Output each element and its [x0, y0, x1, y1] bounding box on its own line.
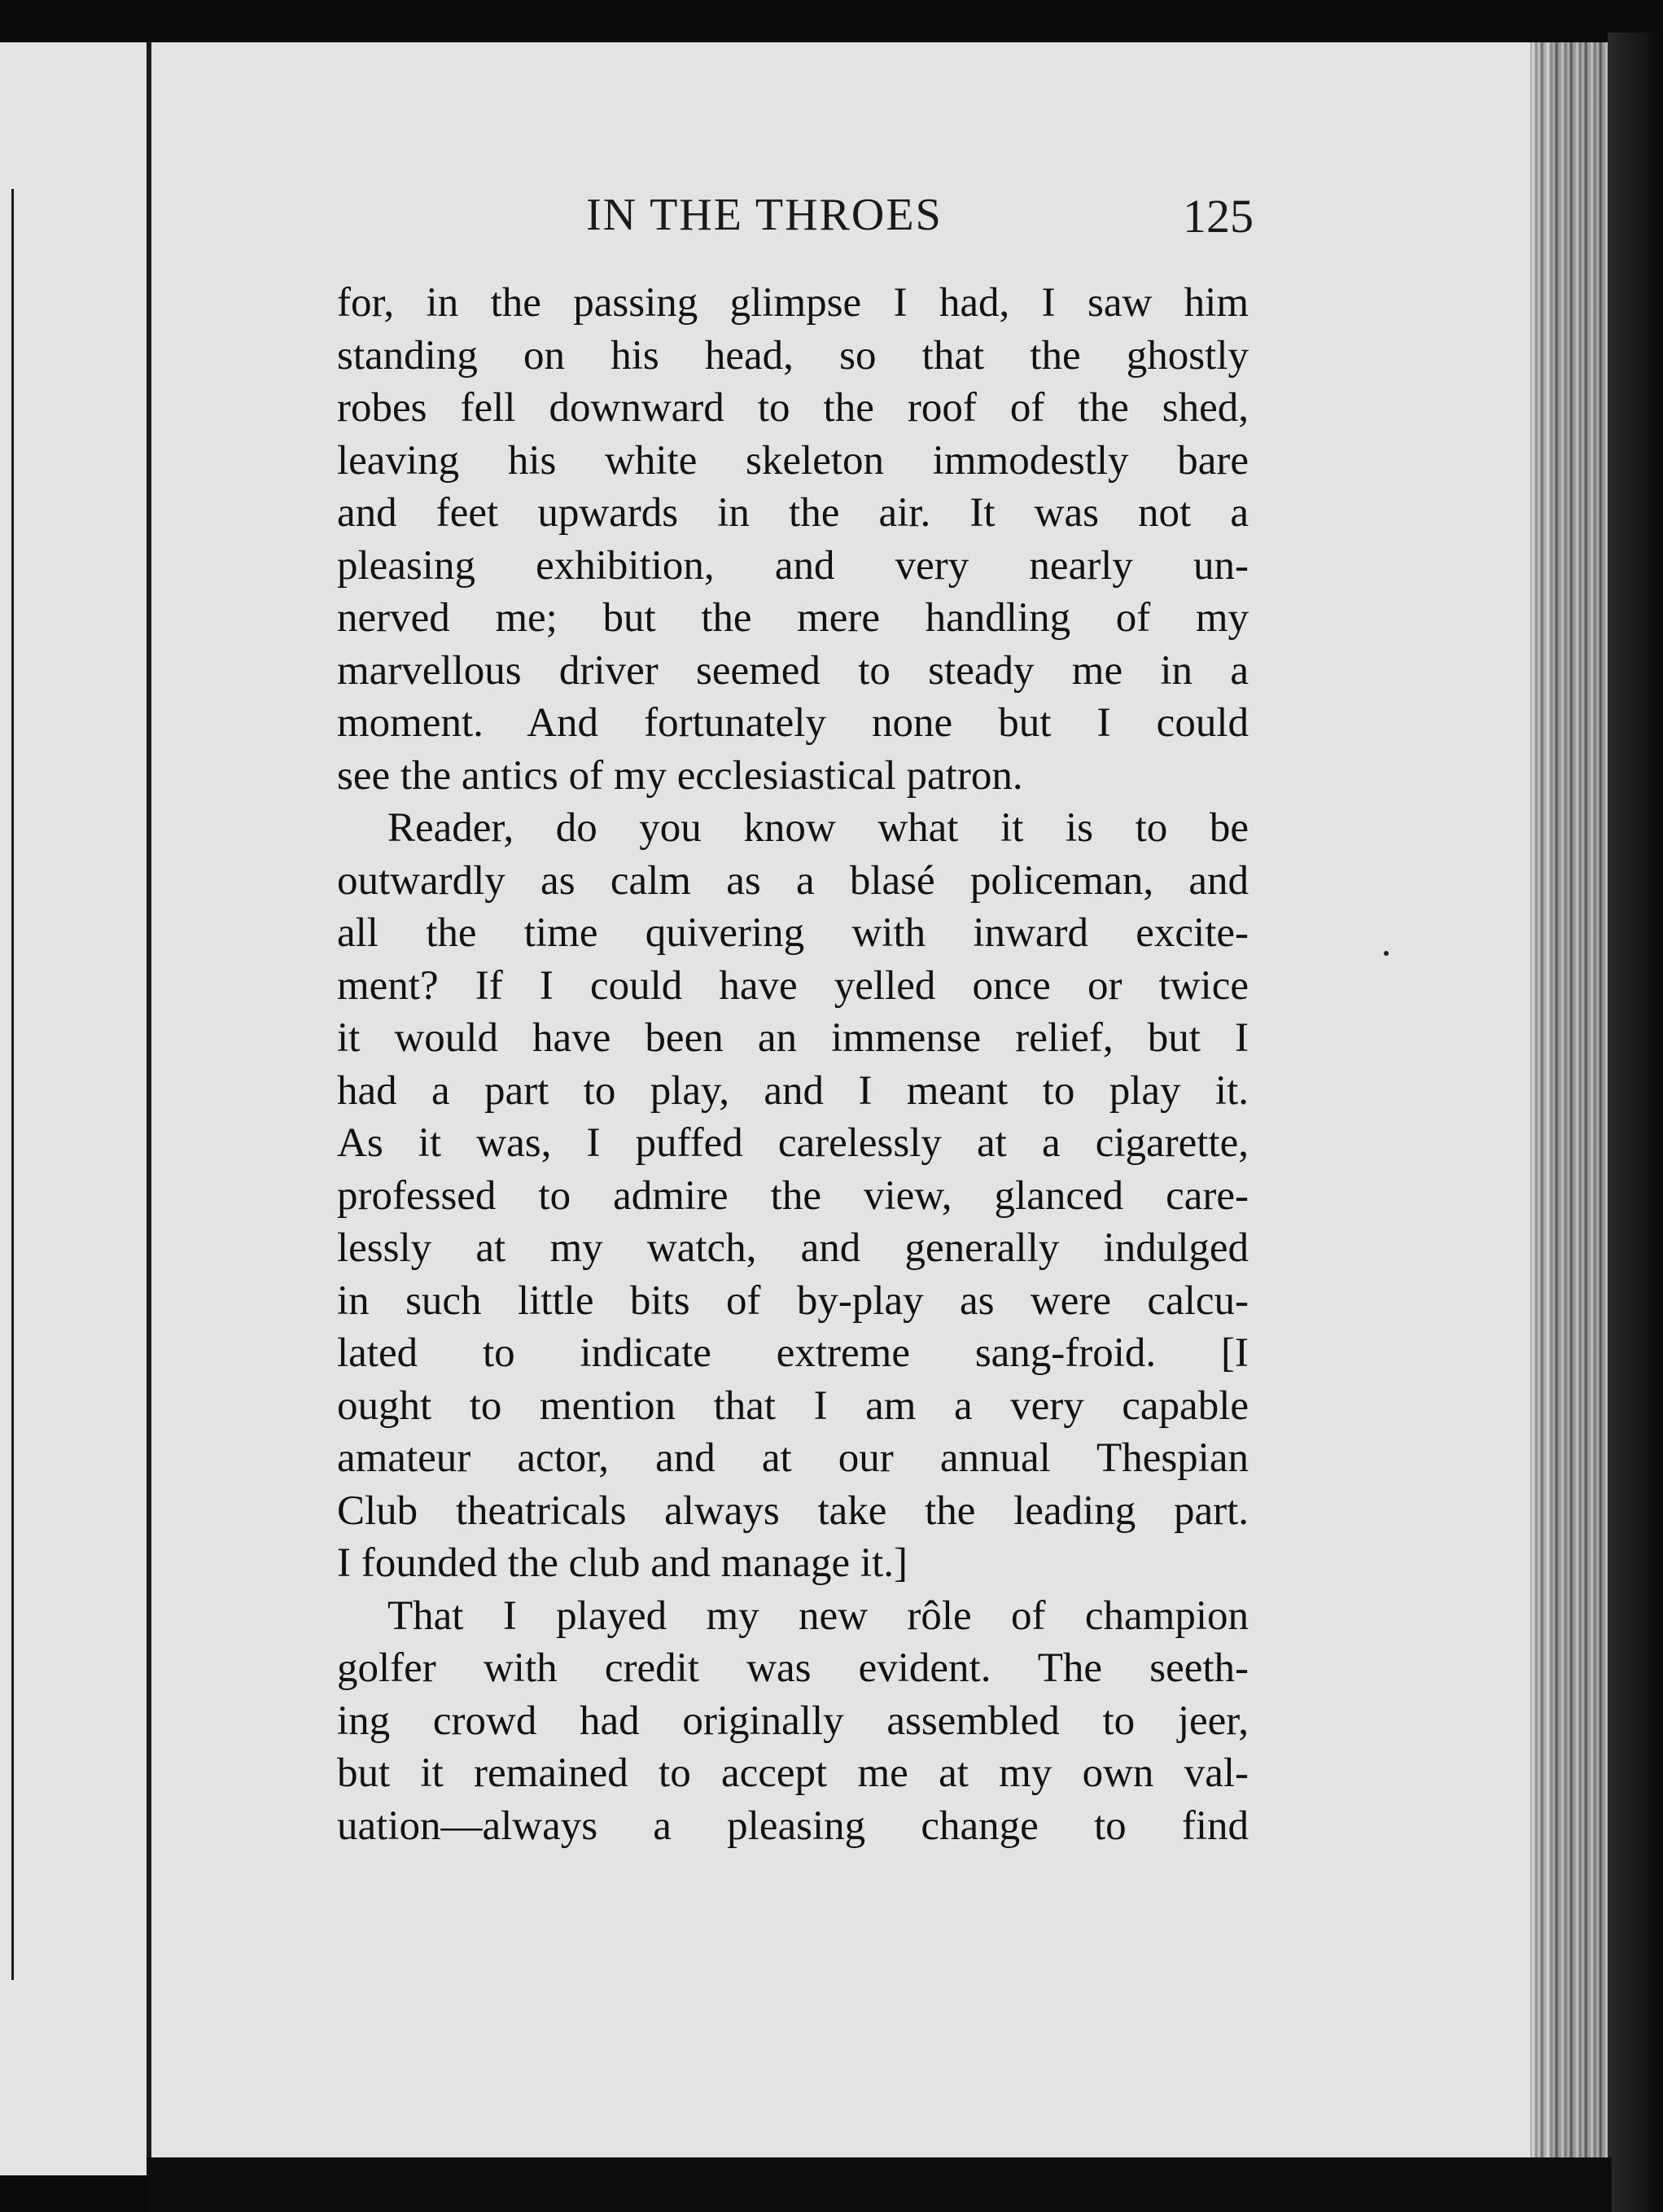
- ink-speck: [1384, 951, 1389, 956]
- page-edges: [1530, 42, 1608, 2175]
- text-line: in such little bits of by-play as were calcu-: [337, 1277, 1249, 1324]
- text-line: had a part to play, and I meant to play it.: [337, 1067, 1249, 1114]
- text-line: ment? If I could have yelled once or twice: [337, 962, 1249, 1009]
- text-line: Club theatricals always take the leading part.: [337, 1487, 1249, 1534]
- text-line: ought to mention that I am a very capable: [337, 1382, 1249, 1429]
- text-line: Reader, do you know what it is to be: [387, 805, 1249, 851]
- text-line: marvellous driver seemed to steady me in a: [337, 647, 1249, 694]
- bottom-shadow: [147, 2157, 1612, 2212]
- text-line: As it was, I puffed carelessly at a cigarette,: [337, 1120, 1249, 1166]
- text-line: pleasing exhibition, and very nearly un-: [337, 542, 1249, 589]
- text-line: robes fell downward to the roof of the shed,: [337, 385, 1249, 431]
- text-line: and feet upwards in the air. It was not a: [337, 490, 1249, 536]
- text-line: standing on his head, so that the ghostly: [337, 332, 1249, 379]
- text-line: for, in the passing glimpse I had, I saw him: [337, 280, 1249, 326]
- text-line: it would have been an immense relief, but I: [337, 1015, 1249, 1061]
- text-line: uation—always a pleasing change to find: [337, 1802, 1249, 1849]
- binding-shadow: [1608, 33, 1663, 2212]
- text-line: outwardly as calm as a blasé policeman, and: [337, 857, 1249, 904]
- text-line: see the antics of my ecclesiastical patron.: [337, 752, 1023, 799]
- page-number: 125: [1183, 190, 1254, 243]
- body-text: [337, 277, 1249, 1852]
- text-line: nerved me; but the mere handling of my: [337, 595, 1249, 641]
- facing-page-rule: [0, 189, 14, 1980]
- text-line: I founded the club and manage it.]: [337, 1540, 908, 1586]
- text-line: leaving his white skeleton immodestly bare: [337, 437, 1249, 484]
- text-line: all the time quivering with inward excite-: [337, 910, 1249, 956]
- text-line: but it remained to accept me at my own val-: [337, 1750, 1249, 1796]
- text-line: amateur actor, and at our annual Thespian: [337, 1435, 1249, 1481]
- text-line: lated to indicate extreme sang-froid. [I: [337, 1330, 1249, 1376]
- text-line: lessly at my watch, and generally indulged: [337, 1225, 1249, 1271]
- text-line: golfer with credit was evident. The seeth-: [337, 1645, 1249, 1691]
- facing-page-edge: [0, 42, 151, 2175]
- text-line: professed to admire the view, glanced care-: [337, 1172, 1249, 1219]
- text-line: That I played my new rôle of champion: [387, 1592, 1249, 1639]
- text-line: ing crowd had originally assembled to jeer,: [337, 1697, 1249, 1744]
- running-title: IN THE THROES: [586, 190, 943, 240]
- text-line: moment. And fortunately none but I could: [337, 700, 1249, 746]
- page-header: [586, 189, 1254, 246]
